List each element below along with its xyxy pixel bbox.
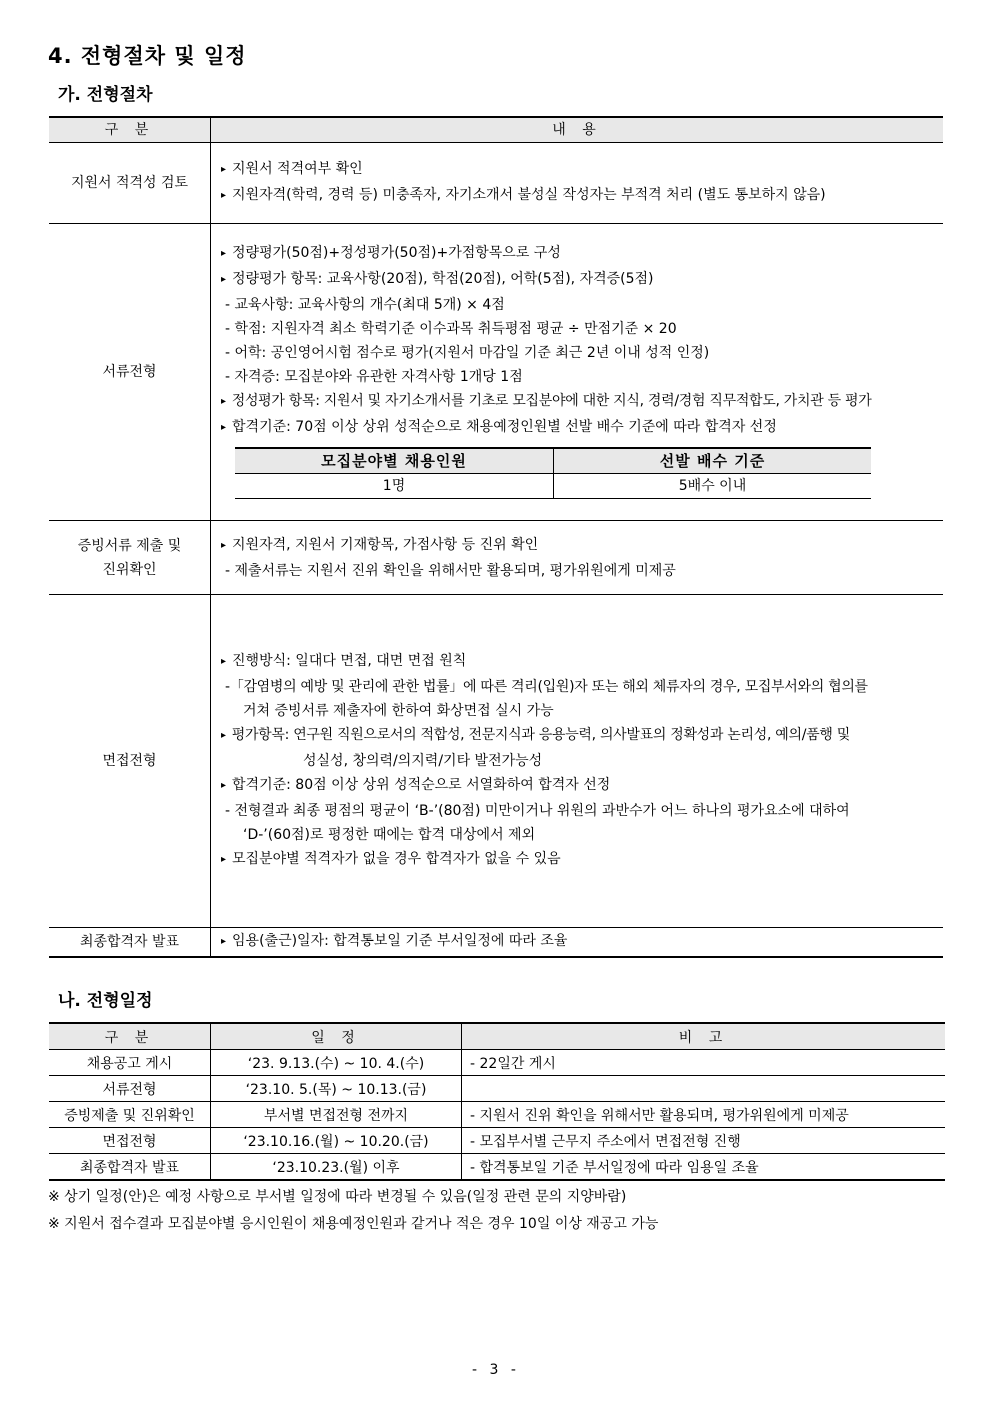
schedule-note: - 합격통보일 기준 부서일정에 따라 임용일 조율 (462, 1154, 946, 1181)
row-label-line: 증빙서류 제출 및 (77, 537, 182, 554)
footnote: ※ 상기 일정(안)은 예정 사항으로 부서별 일정에 따라 변경될 수 있음(일정 관련 문의 지양바람) (48, 1189, 627, 1205)
schedule-date: ‘23. 9.13.(수) ~ 10. 4.(수) (211, 1050, 462, 1076)
list-item: 성실성, 창의력/의지력/기타 발전가능성 (303, 753, 543, 769)
schedule-stage: 서류전형 (49, 1076, 211, 1102)
schedule-stage: 최종합격자 발표 (49, 1154, 211, 1181)
schedule-date: ‘23.10.23.(월) 이후 (211, 1154, 462, 1181)
list-item: ▸ 지원서 적격여부 확인 (221, 157, 943, 183)
procedure-table (49, 116, 943, 958)
footnote: ※ 지원서 접수결과 모집분야별 응시인원이 채용예정인원과 같거나 적은 경우 10일 이상 재공고 가능 (48, 1216, 659, 1232)
table-row (49, 143, 943, 224)
list-item: -「감염병의 예방 및 관리에 관한 법률」에 따른 격리(입원)자 또는 해외 체류자의 경우, 모집부서와의 협의를 (225, 679, 868, 695)
list-item: ‘D-’(60점)로 평정한 때에는 합격 대상에서 제외 (243, 827, 536, 843)
row-content-eligibility (211, 143, 944, 224)
row-content-final (211, 928, 944, 957)
list-item: ▸ 임용(출근)일자: 합격통보일 기준 부서일정에 따라 조율 (221, 929, 943, 955)
schedule-stage: 증빙제출 및 진위확인 (49, 1102, 211, 1128)
schedule-date: ‘23.10. 5.(목) ~ 10.13.(금) (211, 1076, 462, 1102)
list-item: - 교육사항: 교육사항의 개수(최대 5개) × 4점 (225, 297, 505, 313)
ratio-value-multiple: 5배수 이내 (554, 474, 872, 499)
table-row (49, 1076, 945, 1102)
list-item: - 제출서류는 지원서 진위 확인을 위해서만 활용되며, 평가위원에게 미제공 (225, 562, 676, 579)
list-item: ▸ 정성평가 항목: 지원서 및 자기소개서를 기초로 모집분야에 대한 지식, 경력/경험 직무적합도, 가치관 등 평가 (221, 389, 943, 415)
schedule-header-date: 일 정 (211, 1023, 462, 1050)
list-item: ▸ 진행방식: 일대다 면접, 대면 면접 원칙 (221, 649, 943, 675)
schedule-date: 부서별 면접전형 전까지 (211, 1102, 462, 1128)
procedure-header-category: 구 분 (49, 117, 211, 143)
table-row (49, 928, 943, 957)
list-item: 거쳐 증빙서류 제출자에 한하여 화상면접 실시 가능 (243, 703, 554, 719)
table-row (49, 1128, 945, 1154)
schedule-table (49, 1022, 945, 1181)
list-item: - 학점: 지원자격 최소 학력기준 이수과목 취득평점 평균 ÷ 만점기준 × 20 (225, 321, 677, 337)
row-label-interview: 면접전형 (49, 595, 211, 928)
table-row (49, 521, 943, 595)
row-label-verification (49, 521, 211, 595)
schedule-subtitle: 나. 전형일정 (58, 991, 153, 1011)
schedule-header-stage: 구 분 (49, 1023, 211, 1050)
schedule-header-note: 비 고 (462, 1023, 946, 1050)
schedule-note: - 지원서 진위 확인을 위해서만 활용되며, 평가위원에게 미제공 (462, 1102, 946, 1128)
section-title: 4. 전형절차 및 일정 (48, 44, 247, 68)
row-label-line: 진위확인 (102, 561, 157, 578)
list-item: ▸ 합격기준: 70점 이상 상위 성적순으로 채용예정인원별 선발 배수 기준에 따라 합격자 선정 (221, 415, 943, 441)
schedule-stage: 채용공고 게시 (49, 1050, 211, 1076)
ratio-header-headcount: 모집분야별 채용인원 (235, 448, 554, 474)
list-item: - 어학: 공인영어시험 점수로 평가(지원서 마감일 기준 최근 2년 이내 성적 인정) (225, 345, 710, 361)
schedule-date: ‘23.10.16.(월) ~ 10.20.(금) (211, 1128, 462, 1154)
list-item: ▸ 정량평가 항목: 교육사항(20점), 학점(20점), 어학(5점), 자격증(5점) (221, 267, 943, 293)
schedule-note: - 모집부서별 근무지 주소에서 면접전형 진행 (462, 1128, 946, 1154)
list-item: ▸ 평가항목: 연구원 직원으로서의 적합성, 전문지식과 응용능력, 의사발표의 정확성과 논리성, 예의/품행 및 (221, 723, 943, 749)
ratio-value-headcount: 1명 (235, 474, 554, 499)
table-row (49, 1154, 945, 1181)
table-row (49, 1102, 945, 1128)
list-item: ▸ 지원자격(학력, 경력 등) 미충족자, 자기소개서 불성실 작성자는 부적격 처리 (별도 통보하지 않음) (221, 183, 943, 209)
row-label-final: 최종합격자 발표 (49, 928, 211, 957)
list-item: ▸ 모집분야별 적격자가 없을 경우 합격자가 없을 수 있음 (221, 847, 943, 873)
schedule-note (462, 1076, 946, 1102)
list-item: - 전형결과 최종 평점의 평균이 ‘B-’(80점) 미만이거나 위원의 과반수가 어느 하나의 평가요소에 대하여 (225, 803, 850, 819)
ratio-header-multiple: 선발 배수 기준 (554, 448, 872, 474)
row-label-documents: 서류전형 (49, 224, 211, 521)
row-content-interview (211, 595, 944, 928)
schedule-note: - 22일간 게시 (462, 1050, 946, 1076)
row-content-documents (211, 224, 944, 521)
list-item: ▸ 지원자격, 지원서 기재항목, 가점사항 등 진위 확인 (221, 533, 943, 559)
procedure-header-content: 내 용 (211, 117, 944, 143)
row-content-verification (211, 521, 944, 595)
list-item: - 자격증: 모집분야와 유관한 자격사항 1개당 1점 (225, 369, 523, 385)
table-row (49, 595, 943, 928)
row-label-eligibility: 지원서 적격성 검토 (49, 143, 211, 224)
procedure-subtitle: 가. 전형절차 (58, 85, 153, 105)
table-row (49, 224, 943, 521)
page-number: - 3 - (472, 1362, 520, 1378)
list-item: ▸ 합격기준: 80점 이상 상위 성적순으로 서열화하여 합격자 선정 (221, 773, 943, 799)
schedule-stage: 면접전형 (49, 1128, 211, 1154)
table-row (49, 1050, 945, 1076)
selection-ratio-table (235, 447, 871, 499)
list-item: ▸ 정량평가(50점)+정성평가(50점)+가점항목으로 구성 (221, 241, 943, 267)
